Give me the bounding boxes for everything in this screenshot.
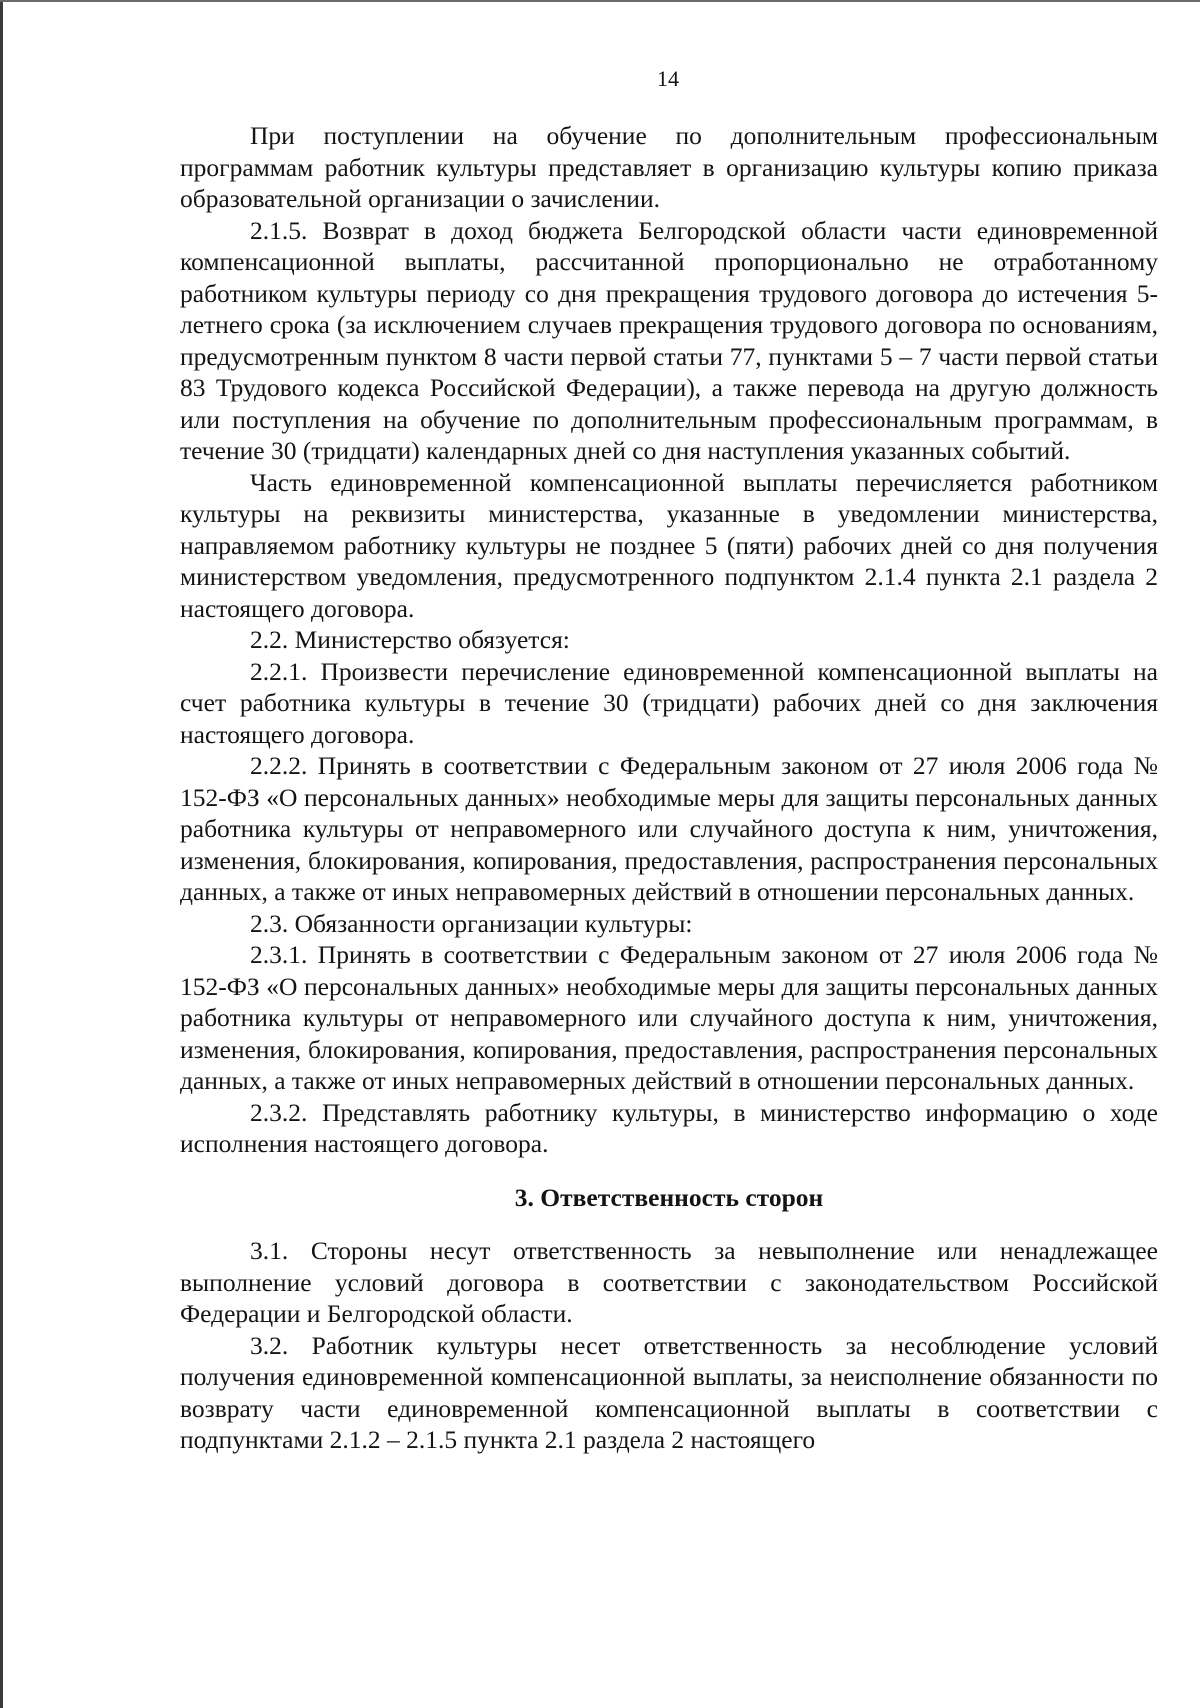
section-3-title: 3. Ответственность сторон	[514, 1182, 824, 1212]
paragraph-3-2: 3.2. Работник культуры несет ответственность за несоблюдение условий получения единовременной компенсационной выплаты, за неисполнение обязанности по возврату части единовременной компенсационной выплаты в соответствии с подпунктами 2.1.2 – 2.1.5 пункта 2.1 раздела 2 настоящего	[180, 1330, 1158, 1454]
paragraph-enrollment-order: При поступлении на обучение по дополнительным профессиональным программам работник культуры представляет в организацию культуры копию приказа образовательной организации о зачислении.	[180, 121, 1158, 213]
scan-edge-top	[0, 0, 1200, 2]
paragraph-2-2-1: 2.2.1. Произвести перечисление единовременной компенсационной выплаты на счет работника культуры в течение 30 (тридцати) рабочих дней со дня заключения настоящего договора.	[180, 656, 1158, 749]
paragraph-2-1-5: 2.1.5. Возврат в доход бюджета Белгородской области части единовременной компенсационной выплаты, рассчитанной пропорционально не отработанному работником культуры периоду со дня прекращения трудового договора до истечения 5-летнего срока (за исключением случаев прекращения трудового договора по основаниям, предусмотренным пунктом 8 части первой статьи 77, пунктами 5 – 7 части первой статьи 83 Трудового кодекса Российской Федерации), а также перевода на другую должность или поступления на обучение по дополнительным профессиональным программам, в течение 30 (тридцати) календарных дней со дня наступления указанных событий.	[180, 215, 1158, 465]
document-body	[180, 120, 1158, 1456]
paragraph-2-2: 2.2. Министерство обязуется:	[250, 625, 570, 654]
page-number: 14	[657, 66, 679, 91]
paragraph-2-3-1: 2.3.1. Принять в соответствии с Федеральным законом от 27 июля 2006 года № 152-ФЗ «О персональных данных» необходимые меры для защиты персональных данных работника культуры от неправомерного или случайного доступа к ним, уничтожения, изменения, блокирования, копирования, предоставления, распространения персональных данных, а также от иных неправомерных действий в отношении персональных данных.	[180, 940, 1158, 1095]
paragraph-2-3-2: 2.3.2. Представлять работнику культуры, в министерство информацию о ходе исполнения настоящего договора.	[180, 1097, 1158, 1158]
paragraph-payment-transfer: Часть единовременной компенсационной выплаты перечисляется работником культуры на реквизиты министерства, указанные в уведомлении министерства, направляемом работнику культуры не позднее 5 (пяти) рабочих дней со дня получения министерством уведомления, предусмотренного подпунктом 2.1.4 пункта 2.1 раздела 2 настоящего договора.	[180, 467, 1158, 623]
paragraph-3-1: 3.1. Стороны несут ответственность за невыполнение или ненадлежащее выполнение условий договора в соответствии с законодательством Российской Федерации и Белгородской области.	[180, 1236, 1158, 1328]
scan-edge-left	[0, 0, 3, 1708]
paragraph-2-3: 2.3. Обязанности организации культуры:	[250, 908, 693, 938]
paragraph-2-2-2: 2.2.2. Принять в соответствии с Федеральным законом от 27 июля 2006 года № 152-ФЗ «О персональных данных» необходимые меры для защиты персональных данных работника культуры от неправомерного или случайного доступа к ним, уничтожения, изменения, блокирования, копирования, предоставления, распространения персональных данных, а также от иных неправомерных действий в отношении персональных данных.	[180, 751, 1158, 906]
